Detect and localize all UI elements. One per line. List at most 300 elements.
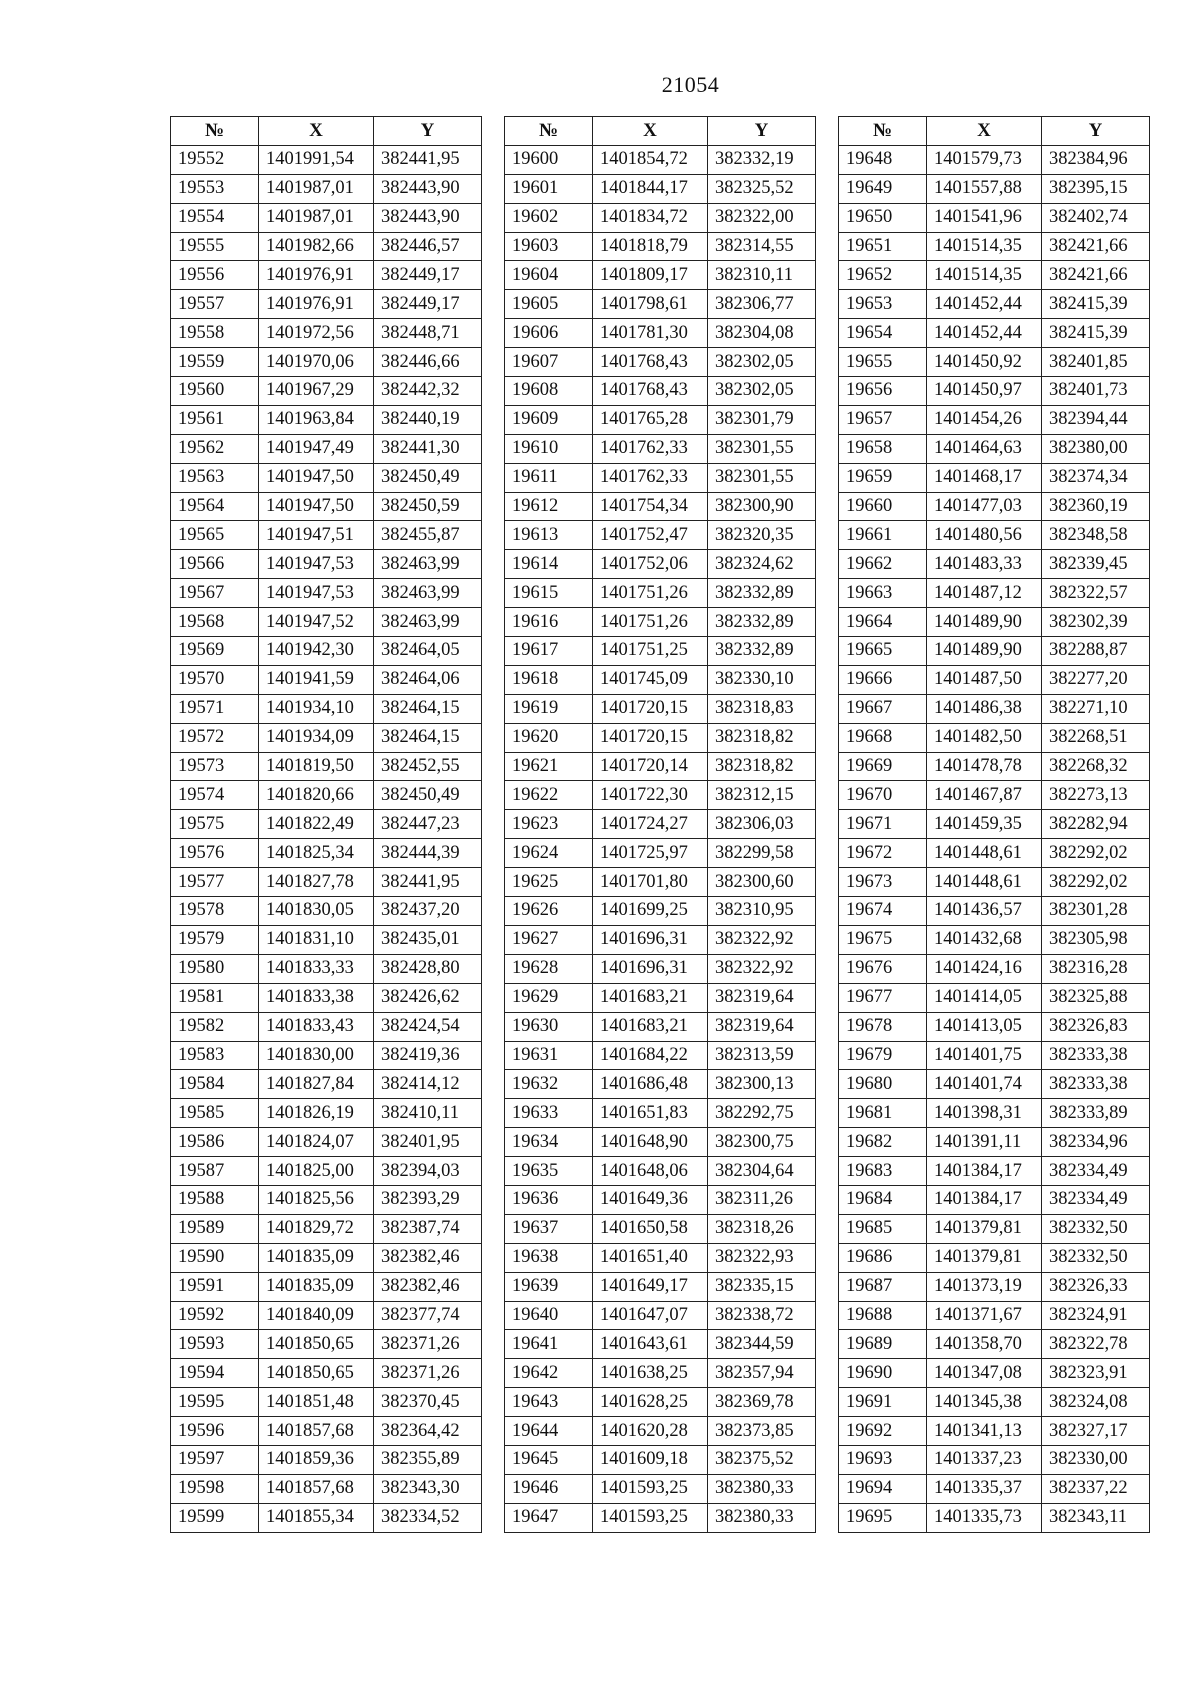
table-row (171, 1272, 482, 1301)
x-coordinate-cell: 1401720,14 (593, 752, 708, 781)
point-number-cell: 19589 (171, 1214, 259, 1243)
y-coordinate-cell: 382305,98 (1042, 925, 1150, 954)
y-coordinate-cell: 382330,10 (708, 665, 816, 694)
table-row (505, 897, 816, 926)
y-coordinate-cell: 382380,33 (708, 1474, 816, 1503)
y-coordinate-cell: 382302,05 (708, 348, 816, 377)
x-coordinate-cell: 1401818,79 (593, 232, 708, 261)
point-number-cell: 19636 (505, 1185, 593, 1214)
table-row (505, 1099, 816, 1128)
y-coordinate-cell: 382334,96 (1042, 1128, 1150, 1157)
table-row (171, 723, 482, 752)
table-row (839, 868, 1150, 897)
x-coordinate-cell: 1401401,75 (927, 1041, 1042, 1070)
point-number-cell: 19577 (171, 868, 259, 897)
y-coordinate-cell: 382319,64 (708, 983, 816, 1012)
table-row (505, 174, 816, 203)
point-number-cell: 19641 (505, 1330, 593, 1359)
x-coordinate-cell: 1401972,56 (259, 319, 374, 348)
point-number-cell: 19669 (839, 752, 927, 781)
x-coordinate-cell: 1401826,19 (259, 1099, 374, 1128)
table-row (171, 492, 482, 521)
x-coordinate-cell: 1401579,73 (927, 145, 1042, 174)
column-header-y: Y (374, 117, 482, 146)
x-coordinate-cell: 1401751,26 (593, 579, 708, 608)
table-row (171, 868, 482, 897)
table-row (839, 1185, 1150, 1214)
x-coordinate-cell: 1401480,56 (927, 521, 1042, 550)
point-number-cell: 19615 (505, 579, 593, 608)
y-coordinate-cell: 382464,06 (374, 665, 482, 694)
x-coordinate-cell: 1401379,81 (927, 1243, 1042, 1272)
x-coordinate-cell: 1401699,25 (593, 897, 708, 926)
x-coordinate-cell: 1401942,30 (259, 637, 374, 666)
table-row (505, 781, 816, 810)
x-coordinate-cell: 1401825,56 (259, 1185, 374, 1214)
column-header-number: № (839, 117, 927, 146)
x-coordinate-cell: 1401609,18 (593, 1445, 708, 1474)
table-row (505, 348, 816, 377)
y-coordinate-cell: 382377,74 (374, 1301, 482, 1330)
column-header-y: Y (708, 117, 816, 146)
table-row (171, 1185, 482, 1214)
y-coordinate-cell: 382325,88 (1042, 983, 1150, 1012)
y-coordinate-cell: 382450,49 (374, 463, 482, 492)
x-coordinate-cell: 1401448,61 (927, 839, 1042, 868)
table-row (839, 348, 1150, 377)
y-coordinate-cell: 382380,33 (708, 1503, 816, 1532)
x-coordinate-cell: 1401754,34 (593, 492, 708, 521)
y-coordinate-cell: 382310,11 (708, 261, 816, 290)
y-coordinate-cell: 382360,19 (1042, 492, 1150, 521)
table-row (839, 954, 1150, 983)
y-coordinate-cell: 382369,78 (708, 1388, 816, 1417)
x-coordinate-cell: 1401825,00 (259, 1157, 374, 1186)
table-row (171, 983, 482, 1012)
x-coordinate-cell: 1401855,34 (259, 1503, 374, 1532)
x-coordinate-cell: 1401650,58 (593, 1214, 708, 1243)
y-coordinate-cell: 382300,13 (708, 1070, 816, 1099)
point-number-cell: 19592 (171, 1301, 259, 1330)
y-coordinate-cell: 382337,22 (1042, 1474, 1150, 1503)
y-coordinate-cell: 382437,20 (374, 897, 482, 926)
table-row (505, 1359, 816, 1388)
point-number-cell: 19564 (171, 492, 259, 521)
x-coordinate-cell: 1401947,51 (259, 521, 374, 550)
table-row (171, 781, 482, 810)
table-row (505, 1070, 816, 1099)
y-coordinate-cell: 382375,52 (708, 1445, 816, 1474)
point-number-cell: 19614 (505, 550, 593, 579)
point-number-cell: 19616 (505, 608, 593, 637)
y-coordinate-cell: 382382,46 (374, 1272, 482, 1301)
table-row (505, 1272, 816, 1301)
x-coordinate-cell: 1401341,13 (927, 1417, 1042, 1446)
point-number-cell: 19659 (839, 463, 927, 492)
x-coordinate-cell: 1401487,12 (927, 579, 1042, 608)
x-coordinate-cell: 1401835,09 (259, 1272, 374, 1301)
y-coordinate-cell: 382320,35 (708, 521, 816, 550)
column-header-x: X (593, 117, 708, 146)
x-coordinate-cell: 1401859,36 (259, 1445, 374, 1474)
table-row (171, 752, 482, 781)
x-coordinate-cell: 1401686,48 (593, 1070, 708, 1099)
y-coordinate-cell: 382415,39 (1042, 290, 1150, 319)
point-number-cell: 19561 (171, 405, 259, 434)
point-number-cell: 19678 (839, 1012, 927, 1041)
point-number-cell: 19581 (171, 983, 259, 1012)
point-number-cell: 19568 (171, 608, 259, 637)
point-number-cell: 19629 (505, 983, 593, 1012)
x-coordinate-cell: 1401830,05 (259, 897, 374, 926)
x-coordinate-cell: 1401345,38 (927, 1388, 1042, 1417)
point-number-cell: 19563 (171, 463, 259, 492)
x-coordinate-cell: 1401649,36 (593, 1185, 708, 1214)
point-number-cell: 19695 (839, 1503, 927, 1532)
table-row (505, 232, 816, 261)
table-row (839, 637, 1150, 666)
y-coordinate-cell: 382301,79 (708, 405, 816, 434)
table-row (505, 579, 816, 608)
point-number-cell: 19682 (839, 1128, 927, 1157)
point-number-cell: 19625 (505, 868, 593, 897)
x-coordinate-cell: 1401467,87 (927, 781, 1042, 810)
y-coordinate-cell: 382292,75 (708, 1099, 816, 1128)
x-coordinate-cell: 1401514,35 (927, 261, 1042, 290)
x-coordinate-cell: 1401850,65 (259, 1330, 374, 1359)
y-coordinate-cell: 382419,36 (374, 1041, 482, 1070)
x-coordinate-cell: 1401478,78 (927, 752, 1042, 781)
table-row (171, 1099, 482, 1128)
point-number-cell: 19575 (171, 810, 259, 839)
point-number-cell: 19555 (171, 232, 259, 261)
column-header-x: X (927, 117, 1042, 146)
x-coordinate-cell: 1401557,88 (927, 174, 1042, 203)
y-coordinate-cell: 382394,44 (1042, 405, 1150, 434)
x-coordinate-cell: 1401424,16 (927, 954, 1042, 983)
point-number-cell: 19626 (505, 897, 593, 926)
point-number-cell: 19578 (171, 897, 259, 926)
x-coordinate-cell: 1401824,07 (259, 1128, 374, 1157)
table-row (505, 1417, 816, 1446)
point-number-cell: 19601 (505, 174, 593, 203)
y-coordinate-cell: 382335,15 (708, 1272, 816, 1301)
y-coordinate-cell: 382463,99 (374, 579, 482, 608)
x-coordinate-cell: 1401835,09 (259, 1243, 374, 1272)
y-coordinate-cell: 382384,96 (1042, 145, 1150, 174)
y-coordinate-cell: 382410,11 (374, 1099, 482, 1128)
x-coordinate-cell: 1401373,19 (927, 1272, 1042, 1301)
y-coordinate-cell: 382333,89 (1042, 1099, 1150, 1128)
x-coordinate-cell: 1401391,11 (927, 1128, 1042, 1157)
point-number-cell: 19587 (171, 1157, 259, 1186)
x-coordinate-cell: 1401827,78 (259, 868, 374, 897)
table-row (171, 1012, 482, 1041)
table-row (171, 174, 482, 203)
table-row (171, 1301, 482, 1330)
table-body (171, 145, 482, 1532)
point-number-cell: 19691 (839, 1388, 927, 1417)
y-coordinate-cell: 382446,66 (374, 348, 482, 377)
point-number-cell: 19688 (839, 1301, 927, 1330)
table-row (171, 1417, 482, 1446)
table-row (839, 983, 1150, 1012)
table-row (505, 665, 816, 694)
table-row (839, 434, 1150, 463)
point-number-cell: 19647 (505, 1503, 593, 1532)
y-coordinate-cell: 382330,00 (1042, 1445, 1150, 1474)
x-coordinate-cell: 1401450,97 (927, 377, 1042, 406)
y-coordinate-cell: 382314,55 (708, 232, 816, 261)
point-number-cell: 19639 (505, 1272, 593, 1301)
table-row (171, 203, 482, 232)
point-number-cell: 19667 (839, 694, 927, 723)
table-row (839, 1243, 1150, 1272)
y-coordinate-cell: 382463,99 (374, 550, 482, 579)
x-coordinate-cell: 1401541,96 (927, 203, 1042, 232)
y-coordinate-cell: 382271,10 (1042, 694, 1150, 723)
x-coordinate-cell: 1401820,66 (259, 781, 374, 810)
x-coordinate-cell: 1401833,38 (259, 983, 374, 1012)
y-coordinate-cell: 382447,23 (374, 810, 482, 839)
point-number-cell: 19583 (171, 1041, 259, 1070)
table-row (505, 203, 816, 232)
table-row (839, 1301, 1150, 1330)
y-coordinate-cell: 382414,12 (374, 1070, 482, 1099)
coordinates-table-3 (838, 116, 1150, 1533)
point-number-cell: 19656 (839, 377, 927, 406)
y-coordinate-cell: 382333,38 (1042, 1041, 1150, 1070)
x-coordinate-cell: 1401827,84 (259, 1070, 374, 1099)
table-row (171, 1243, 482, 1272)
y-coordinate-cell: 382424,54 (374, 1012, 482, 1041)
point-number-cell: 19620 (505, 723, 593, 752)
table-row (505, 290, 816, 319)
point-number-cell: 19593 (171, 1330, 259, 1359)
table-row (839, 463, 1150, 492)
y-coordinate-cell: 382327,17 (1042, 1417, 1150, 1446)
table-row (171, 1445, 482, 1474)
point-number-cell: 19586 (171, 1128, 259, 1157)
table-row (171, 1157, 482, 1186)
y-coordinate-cell: 382449,17 (374, 261, 482, 290)
x-coordinate-cell: 1401982,66 (259, 232, 374, 261)
table-row (839, 405, 1150, 434)
point-number-cell: 19613 (505, 521, 593, 550)
y-coordinate-cell: 382452,55 (374, 752, 482, 781)
x-coordinate-cell: 1401651,40 (593, 1243, 708, 1272)
table-row (839, 377, 1150, 406)
point-number-cell: 19621 (505, 752, 593, 781)
point-number-cell: 19631 (505, 1041, 593, 1070)
y-coordinate-cell: 382292,02 (1042, 868, 1150, 897)
x-coordinate-cell: 1401489,90 (927, 608, 1042, 637)
table-row (171, 290, 482, 319)
table-row (839, 1012, 1150, 1041)
table-row (505, 1301, 816, 1330)
table-row (839, 1214, 1150, 1243)
x-coordinate-cell: 1401751,25 (593, 637, 708, 666)
point-number-cell: 19637 (505, 1214, 593, 1243)
x-coordinate-cell: 1401762,33 (593, 434, 708, 463)
x-coordinate-cell: 1401830,00 (259, 1041, 374, 1070)
x-coordinate-cell: 1401781,30 (593, 319, 708, 348)
y-coordinate-cell: 382421,66 (1042, 261, 1150, 290)
x-coordinate-cell: 1401432,68 (927, 925, 1042, 954)
table-row (839, 781, 1150, 810)
y-coordinate-cell: 382322,92 (708, 954, 816, 983)
table-row (171, 665, 482, 694)
x-coordinate-cell: 1401651,83 (593, 1099, 708, 1128)
table-row (839, 232, 1150, 261)
y-coordinate-cell: 382380,00 (1042, 434, 1150, 463)
table-row (505, 1388, 816, 1417)
point-number-cell: 19562 (171, 434, 259, 463)
x-coordinate-cell: 1401947,50 (259, 463, 374, 492)
table-row (839, 579, 1150, 608)
y-coordinate-cell: 382357,94 (708, 1359, 816, 1388)
x-coordinate-cell: 1401947,53 (259, 550, 374, 579)
point-number-cell: 19566 (171, 550, 259, 579)
point-number-cell: 19651 (839, 232, 927, 261)
column-header-number: № (505, 117, 593, 146)
x-coordinate-cell: 1401638,25 (593, 1359, 708, 1388)
point-number-cell: 19648 (839, 145, 927, 174)
y-coordinate-cell: 382310,95 (708, 897, 816, 926)
y-coordinate-cell: 382450,59 (374, 492, 482, 521)
y-coordinate-cell: 382282,94 (1042, 810, 1150, 839)
table-row (171, 608, 482, 637)
y-coordinate-cell: 382373,85 (708, 1417, 816, 1446)
y-coordinate-cell: 382339,45 (1042, 550, 1150, 579)
point-number-cell: 19599 (171, 1503, 259, 1532)
x-coordinate-cell: 1401765,28 (593, 405, 708, 434)
y-coordinate-cell: 382440,19 (374, 405, 482, 434)
y-coordinate-cell: 382464,15 (374, 723, 482, 752)
point-number-cell: 19679 (839, 1041, 927, 1070)
x-coordinate-cell: 1401722,30 (593, 781, 708, 810)
table-row (505, 723, 816, 752)
y-coordinate-cell: 382323,91 (1042, 1359, 1150, 1388)
point-number-cell: 19557 (171, 290, 259, 319)
y-coordinate-cell: 382371,26 (374, 1359, 482, 1388)
y-coordinate-cell: 382444,39 (374, 839, 482, 868)
point-number-cell: 19552 (171, 145, 259, 174)
x-coordinate-cell: 1401483,33 (927, 550, 1042, 579)
point-number-cell: 19655 (839, 348, 927, 377)
point-number-cell: 19569 (171, 637, 259, 666)
table-row (505, 1185, 816, 1214)
x-coordinate-cell: 1401947,52 (259, 608, 374, 637)
table-row (505, 145, 816, 174)
x-coordinate-cell: 1401987,01 (259, 174, 374, 203)
coordinates-table-2 (504, 116, 816, 1533)
y-coordinate-cell: 382273,13 (1042, 781, 1150, 810)
y-coordinate-cell: 382443,90 (374, 174, 482, 203)
x-coordinate-cell: 1401448,61 (927, 868, 1042, 897)
table-row (839, 1099, 1150, 1128)
point-number-cell: 19588 (171, 1185, 259, 1214)
table-row (505, 377, 816, 406)
table-row (839, 1474, 1150, 1503)
table-row (839, 752, 1150, 781)
y-coordinate-cell: 382299,58 (708, 839, 816, 868)
table-row (839, 550, 1150, 579)
table-row (839, 608, 1150, 637)
x-coordinate-cell: 1401991,54 (259, 145, 374, 174)
table-row (505, 694, 816, 723)
point-number-cell: 19606 (505, 319, 593, 348)
y-coordinate-cell: 382306,03 (708, 810, 816, 839)
point-number-cell: 19584 (171, 1070, 259, 1099)
x-coordinate-cell: 1401720,15 (593, 694, 708, 723)
x-coordinate-cell: 1401450,92 (927, 348, 1042, 377)
table-body (505, 145, 816, 1532)
x-coordinate-cell: 1401752,47 (593, 521, 708, 550)
table-row (839, 1157, 1150, 1186)
point-number-cell: 19567 (171, 579, 259, 608)
point-number-cell: 19556 (171, 261, 259, 290)
point-number-cell: 19602 (505, 203, 593, 232)
table-row (839, 1359, 1150, 1388)
table-row (505, 954, 816, 983)
x-coordinate-cell: 1401857,68 (259, 1474, 374, 1503)
x-coordinate-cell: 1401628,25 (593, 1388, 708, 1417)
y-coordinate-cell: 382277,20 (1042, 665, 1150, 694)
x-coordinate-cell: 1401987,01 (259, 203, 374, 232)
x-coordinate-cell: 1401379,81 (927, 1214, 1042, 1243)
y-coordinate-cell: 382332,19 (708, 145, 816, 174)
point-number-cell: 19686 (839, 1243, 927, 1272)
x-coordinate-cell: 1401947,49 (259, 434, 374, 463)
point-number-cell: 19570 (171, 665, 259, 694)
table-row (171, 377, 482, 406)
point-number-cell: 19685 (839, 1214, 927, 1243)
y-coordinate-cell: 382311,26 (708, 1185, 816, 1214)
point-number-cell: 19649 (839, 174, 927, 203)
point-number-cell: 19633 (505, 1099, 593, 1128)
y-coordinate-cell: 382322,93 (708, 1243, 816, 1272)
table-row (171, 261, 482, 290)
point-number-cell: 19572 (171, 723, 259, 752)
x-coordinate-cell: 1401724,27 (593, 810, 708, 839)
x-coordinate-cell: 1401398,31 (927, 1099, 1042, 1128)
table-row (839, 290, 1150, 319)
point-number-cell: 19627 (505, 925, 593, 954)
point-number-cell: 19642 (505, 1359, 593, 1388)
point-number-cell: 19622 (505, 781, 593, 810)
point-number-cell: 19638 (505, 1243, 593, 1272)
table-row (171, 521, 482, 550)
table-row (171, 434, 482, 463)
x-coordinate-cell: 1401487,50 (927, 665, 1042, 694)
table-row (839, 145, 1150, 174)
table-row (505, 463, 816, 492)
y-coordinate-cell: 382300,75 (708, 1128, 816, 1157)
x-coordinate-cell: 1401489,90 (927, 637, 1042, 666)
point-number-cell: 19579 (171, 925, 259, 954)
y-coordinate-cell: 382319,64 (708, 1012, 816, 1041)
x-coordinate-cell: 1401384,17 (927, 1185, 1042, 1214)
table-row (505, 868, 816, 897)
table-row (505, 1503, 816, 1532)
point-number-cell: 19573 (171, 752, 259, 781)
y-coordinate-cell: 382441,30 (374, 434, 482, 463)
table-row (839, 319, 1150, 348)
y-coordinate-cell: 382324,62 (708, 550, 816, 579)
x-coordinate-cell: 1401648,90 (593, 1128, 708, 1157)
x-coordinate-cell: 1401647,07 (593, 1301, 708, 1330)
